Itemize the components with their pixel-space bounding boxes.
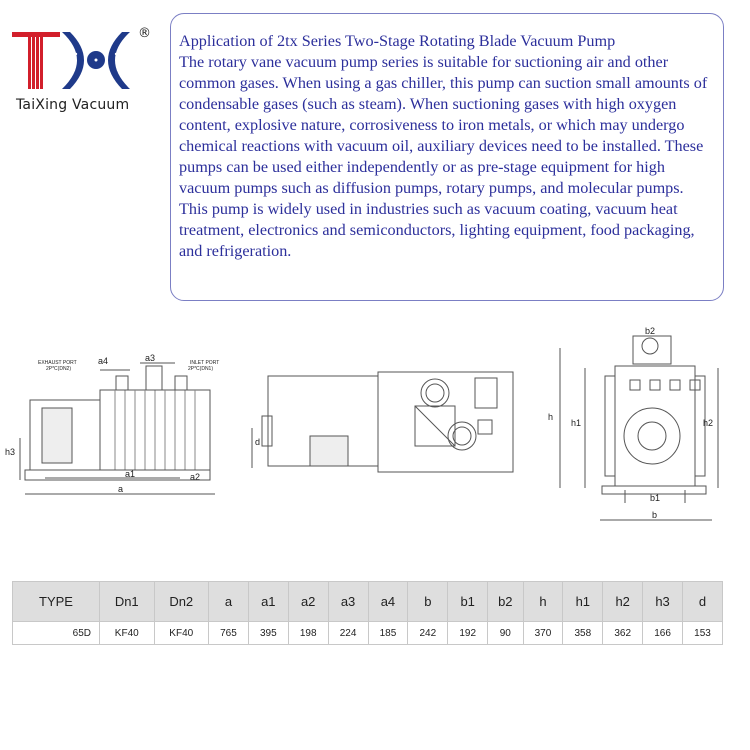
label-h3: h3 [5,447,16,457]
label-d: d [255,437,261,447]
cell-h1: 358 [563,622,603,645]
header-b2: b2 [488,582,523,622]
cell-a3: 224 [328,622,368,645]
cell-type: 65D [13,622,100,645]
cell-b2: 90 [488,622,523,645]
header-type: TYPE [13,582,100,622]
description-body: The rotary vane vacuum pump series is suitable for suctioning air and other common gases. When using a gas chiller, this pump can suction small amounts of condensable gases (such as steam). When suctioning gases with high oxygen content, explosive nature, corrosiveness to iron metals, or which may undergo chemical reactions with vacuum oil, auxiliary devices need to be installed. These pumps can be used either independently or as pre-stage equipment for high vacuum pumps such as diffusion pumps, rotary pumps, and molecular pumps. This pump is widely used in industries such as vacuum coating, vacuum heat treatment, electronics and semiconductors, lighting equipment, food packaging, and refrigeration. [179,53,708,260]
cell-h2: 362 [603,622,643,645]
header-h: h [523,582,563,622]
cell-a: 765 [209,622,249,645]
registered-mark: ® [138,26,151,41]
description-title: Application of 2tx Series Two-Stage Rotating Blade Vacuum Pump [179,32,616,50]
header-b1: b1 [448,582,488,622]
cell-h3: 166 [643,622,683,645]
header-a3: a3 [328,582,368,622]
label-a1: a1 [125,469,136,479]
side-view-drawing [20,363,215,494]
top-view-drawing [252,372,513,472]
label-h1: h1 [571,418,582,428]
cell-a2: 198 [288,622,328,645]
header-dn1: Dn1 [100,582,155,622]
header-d: d [683,582,723,622]
cell-b1: 192 [448,622,488,645]
cell-a1: 395 [248,622,288,645]
header-b: b [408,582,448,622]
spec-header-row [13,582,723,622]
cell-dn1: KF40 [100,622,155,645]
header-a4: a4 [368,582,408,622]
logo-red-bars [12,32,60,89]
header-h2: h2 [603,582,643,622]
label-exhaust-port: EXHAUST PORT [38,360,77,366]
spec-table [12,581,723,645]
label-h2: h2 [703,418,714,428]
label-b2: b2 [645,326,656,336]
header-a1: a1 [248,582,288,622]
end-view-labels [548,326,713,520]
label-b1: b1 [650,493,661,503]
top-view-labels [255,437,260,447]
label-inlet-spec: 2P*C(DN1) [188,366,214,372]
header-a: a [209,582,249,622]
end-view-drawing [560,336,718,520]
header-h1: h1 [563,582,603,622]
header-dn2: Dn2 [154,582,209,622]
side-view-labels [5,353,219,494]
label-h: h [548,412,554,422]
cell-d: 153 [683,622,723,645]
brand-name: TaiXing Vacuum [16,97,130,113]
label-a4: a4 [98,356,109,366]
label-exhaust-spec: 2P*C(DN2) [46,366,72,372]
label-a2: a2 [190,472,201,482]
pump-drawings [0,318,750,538]
table-row [13,622,723,645]
cell-a4: 185 [368,622,408,645]
cell-b: 242 [408,622,448,645]
label-b: b [652,510,658,520]
header-h3: h3 [643,582,683,622]
cell-dn2: KF40 [154,622,209,645]
label-a: a [118,484,124,494]
header-a2: a2 [288,582,328,622]
cell-h: 370 [523,622,563,645]
label-inlet-port: INLET PORT [190,360,220,366]
label-a3: a3 [145,353,156,363]
description-box [170,13,724,301]
